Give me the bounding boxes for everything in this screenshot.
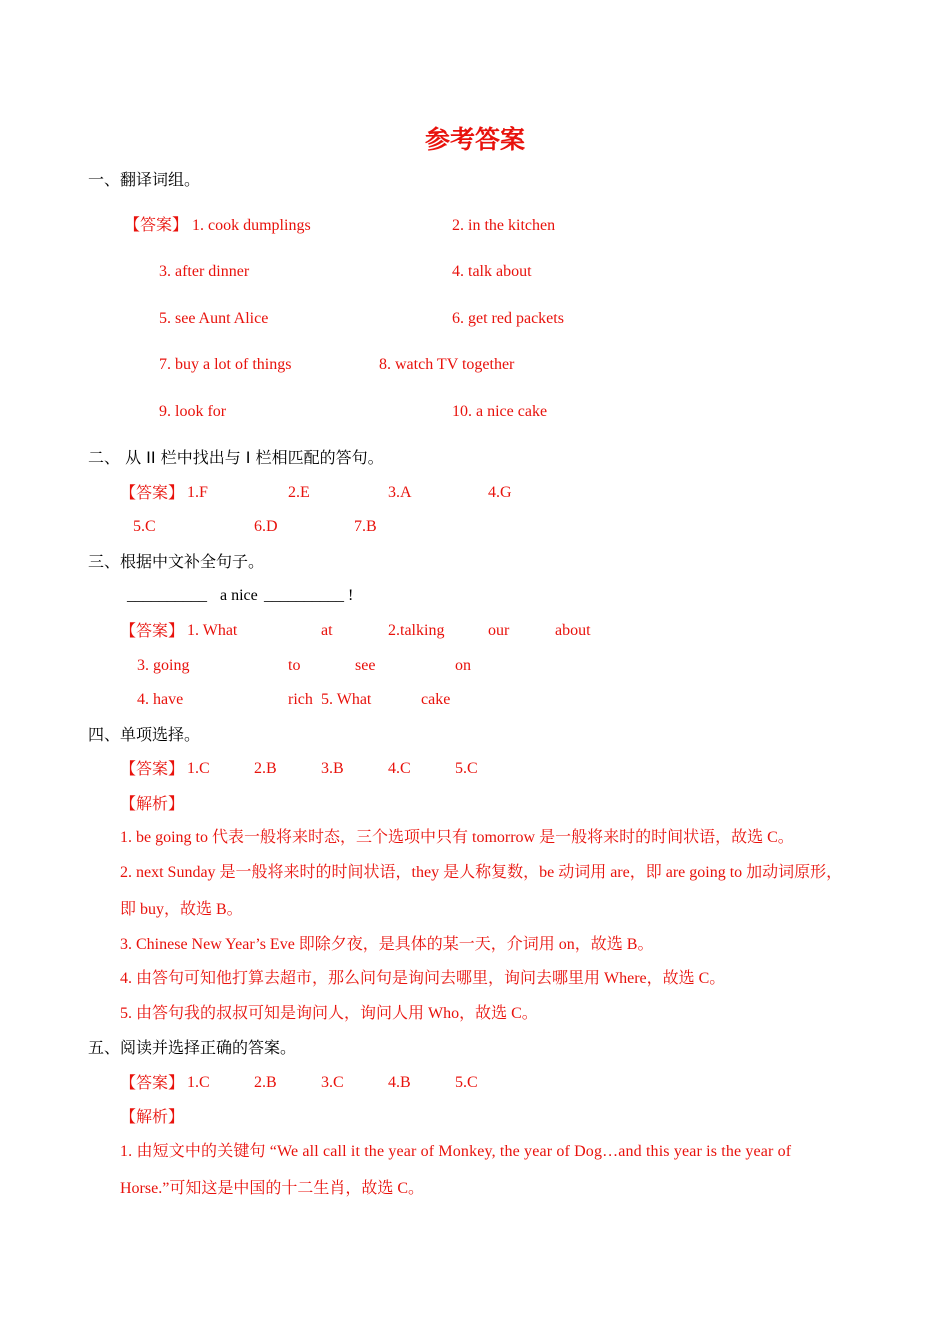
s3-answer: 4. have — [137, 691, 184, 708]
s4-item-3: 3.B — [321, 760, 344, 777]
section-5-heading: 五、阅读并选择正确的答案。 — [88, 1038, 297, 1057]
section-4-explanation-tag: 【解析】 — [120, 794, 185, 813]
s3-answer: rich — [288, 691, 313, 708]
s5-explanation-line: 1. 由短文中的关键句 “We all call it the year of Monkey, the year of Dog…and this year is the year of — [120, 1143, 792, 1160]
s2-item-2: 2.E — [288, 484, 310, 501]
section-2-answer-tag: 【答案】 — [120, 483, 185, 502]
s4-explanation-line: 3. Chinese New Year’s Eve 即除夕夜，是具体的某一天，介词用 on，故选 B。 — [120, 936, 654, 953]
s4-item-2: 2.B — [254, 760, 277, 777]
s3-answer: our — [488, 622, 510, 639]
s3-answer: 5. What — [321, 691, 372, 708]
s5-item-2: 2.B — [254, 1074, 277, 1091]
s1-item-10: 10. a nice cake — [452, 403, 548, 420]
section-1-heading: 一、翻译词组。 — [88, 170, 201, 189]
s3-answer: at — [321, 622, 333, 639]
s4-explanation-line: 即 buy，故选 B。 — [120, 901, 243, 918]
s3-answer: to — [288, 657, 301, 674]
s1-item-5: 5. see Aunt Alice — [159, 310, 269, 327]
s4-explanation-line: 5. 由答句我的叔叔可知是询问人，询问人用 Who，故选 C。 — [120, 1005, 538, 1022]
s3-prompt-text: a nice — [220, 587, 258, 604]
s3-blank-2: __________ ! — [264, 587, 354, 604]
s3-answer: 3. going — [137, 657, 190, 674]
s1-item-8: 8. watch TV together — [379, 356, 515, 373]
s1-item-4: 4. talk about — [452, 263, 532, 280]
s3-answer: 2.talking — [388, 622, 445, 639]
s3-answer: see — [355, 657, 376, 674]
s5-item-5: 5.C — [455, 1074, 478, 1091]
s3-answer: 1. What — [187, 622, 238, 639]
section-3-heading: 三、根据中文补全句子。 — [88, 552, 265, 571]
s2-item-7: 7.B — [354, 518, 377, 535]
s1-item-3: 3. after dinner — [159, 263, 250, 280]
s3-answer: cake — [421, 691, 451, 708]
s2-item-4: 4.G — [488, 484, 512, 501]
s2-item-1: 1.F — [187, 484, 208, 501]
section-2-heading: 二、 从 II 栏中找出与 I 栏相匹配的答句。 — [88, 448, 384, 467]
section-5-answer-tag: 【答案】 — [120, 1073, 185, 1092]
s2-item-5: 5.C — [133, 518, 156, 535]
s1-item-1: 1. cook dumplings — [192, 217, 311, 234]
s4-item-1: 1.C — [187, 760, 210, 777]
s1-item-7: 7. buy a lot of things — [159, 356, 292, 373]
s5-explanation-line: Horse.”可知这是中国的十二生肖，故选 C。 — [120, 1180, 424, 1197]
s1-item-6: 6. get red packets — [452, 310, 564, 327]
section-4-heading: 四、单项选择。 — [88, 725, 201, 744]
s1-item-2: 2. in the kitchen — [452, 217, 556, 234]
s5-item-4: 4.B — [388, 1074, 411, 1091]
s4-explanation-line: 2. next Sunday 是一般将来时的时间状语，they 是人称复数，be 动词用 are，即 are going to 加动词原形， — [120, 864, 843, 881]
s5-item-3: 3.C — [321, 1074, 344, 1091]
s3-blank-1: __________ — [127, 587, 207, 604]
section-5-explanation-tag: 【解析】 — [120, 1107, 185, 1126]
s4-explanation-line: 1. be going to 代表一般将来时态，三个选项中只有 tomorrow 是一般将来时的时间状语，故选 C。 — [120, 829, 794, 846]
s4-explanation-line: 4. 由答句可知他打算去超市，那么问句是询问去哪里，询问去哪里用 Where，故选 C。 — [120, 970, 726, 987]
section-3-answer-tag: 【答案】 — [120, 621, 185, 640]
section-4-answer-tag: 【答案】 — [120, 759, 185, 778]
s5-item-1: 1.C — [187, 1074, 210, 1091]
s2-item-6: 6.D — [254, 518, 278, 535]
s3-answer: about — [555, 622, 591, 639]
page-title: 参考答案 — [424, 125, 525, 154]
s3-answer: on — [455, 657, 471, 674]
s4-item-4: 4.C — [388, 760, 411, 777]
s4-item-5: 5.C — [455, 760, 478, 777]
s1-item-9: 9. look for — [159, 403, 227, 420]
section-1-answer-tag: 【答案】 — [124, 215, 189, 234]
s2-item-3: 3.A — [388, 484, 412, 501]
